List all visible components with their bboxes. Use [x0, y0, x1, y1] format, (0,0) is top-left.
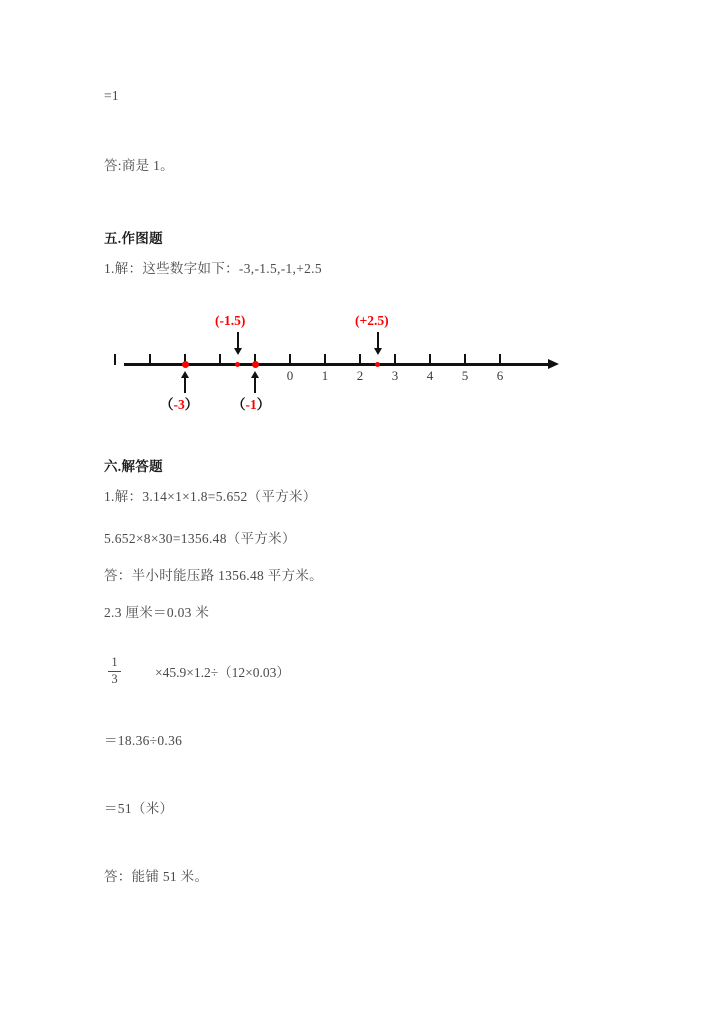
fraction-numerator: 1	[111, 655, 118, 669]
section-heading-six: 六.解答题	[104, 459, 163, 474]
plotted-point	[375, 362, 380, 367]
axis-tick	[149, 354, 151, 365]
axis-tick-label: 2	[356, 368, 364, 383]
axis-tick-label: 1	[321, 368, 329, 383]
axis-tick	[359, 354, 361, 365]
point-label-above: (-1.5)	[215, 313, 246, 328]
fraction-expression	[104, 656, 290, 686]
fraction-denominator: 3	[111, 672, 118, 687]
paren-close: ）	[256, 397, 271, 412]
point-label-above: (+2.5)	[355, 313, 389, 328]
point-label-below	[232, 393, 270, 413]
axis-tick-label: 4	[426, 368, 434, 383]
axis-arrowhead-icon	[548, 359, 559, 369]
answer-line-quotient: 答:商是 1。	[104, 158, 174, 173]
axis-tick-label: 6	[496, 368, 504, 383]
axis-tick	[499, 354, 501, 365]
section-five-problem-1: 1.解：这些数字如下：-3,-1.5,-1,+2.5	[104, 261, 322, 276]
paren-value: -3	[173, 397, 185, 412]
section-six-line-2: 5.652×8×30=1356.48（平方米）	[104, 531, 296, 546]
axis-tick	[114, 354, 116, 365]
fraction-one-third	[108, 656, 121, 686]
arrow-up-icon	[250, 371, 260, 395]
paren-value: -1	[245, 397, 257, 412]
point-label-below	[160, 393, 198, 413]
section-heading-five: 五.作图题	[104, 231, 163, 246]
section-six-line-5: ＝18.36÷0.36	[104, 733, 183, 748]
axis-tick	[394, 354, 396, 365]
axis-tick	[324, 354, 326, 365]
paren-open: （	[232, 397, 246, 412]
axis-tick-label: 3	[391, 368, 399, 383]
paren-close: ）	[184, 397, 199, 412]
section-six-line-3: 答：半小时能压路 1356.48 平方米。	[104, 568, 323, 583]
axis-tick	[219, 354, 221, 365]
fraction-rest-expression: ×45.9×1.2÷（12×0.03）	[155, 665, 290, 681]
arrow-down-icon	[233, 332, 243, 356]
axis-tick	[429, 354, 431, 365]
axis-tick-label: 0	[286, 368, 294, 383]
section-six-line-4: 2.3 厘米＝0.03 米	[104, 605, 210, 620]
section-six-line-1: 1.解：3.14×1×1.8=5.652（平方米）	[104, 489, 317, 504]
plotted-point	[182, 361, 189, 368]
paren-open: （	[160, 397, 174, 412]
axis-tick	[289, 354, 291, 365]
arrow-up-icon	[180, 371, 190, 395]
answer-line-equals-one: =1	[104, 88, 119, 103]
section-six-line-6: ＝51（米）	[104, 801, 174, 816]
plotted-point	[235, 362, 240, 367]
axis-tick-label: 5	[461, 368, 469, 383]
arrow-down-icon	[373, 332, 383, 356]
plotted-point	[252, 361, 259, 368]
section-six-line-7: 答：能铺 51 米。	[104, 869, 209, 884]
axis-tick	[464, 354, 466, 365]
